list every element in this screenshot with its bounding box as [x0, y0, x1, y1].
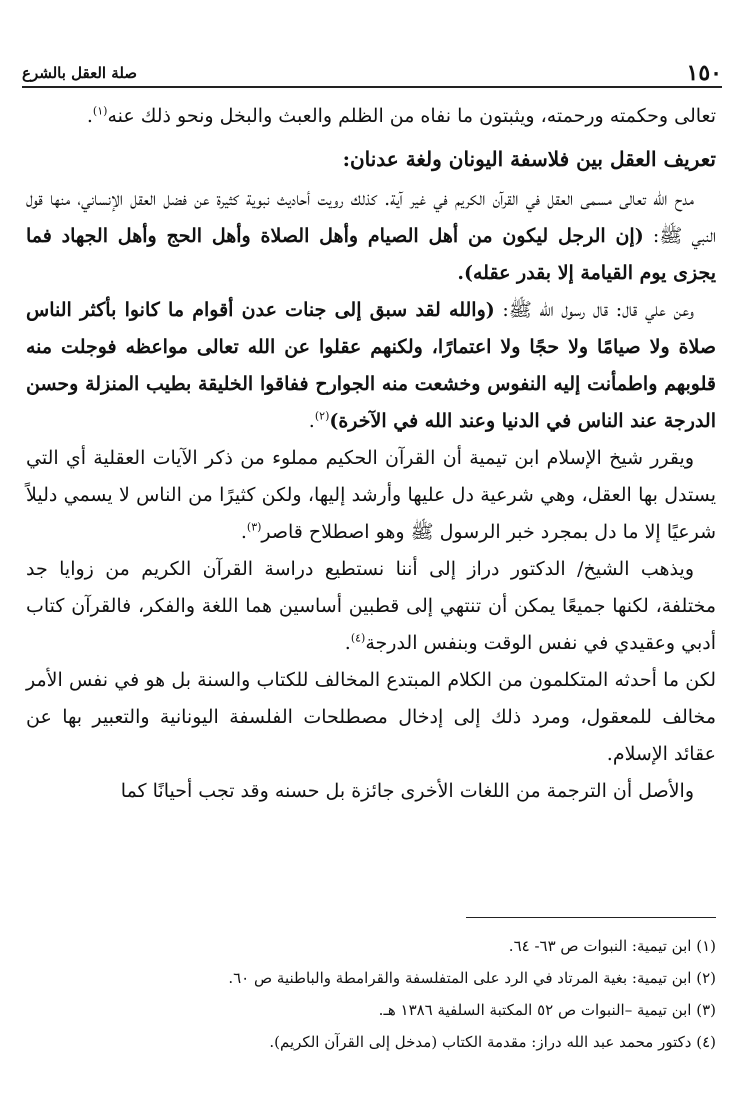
paragraph-4: ويقرر شيخ الإسلام ابن تيمية أن القرآن الحكيم مملوء من ذكر الآيات العقلية أي التي يستدل بها العقل، وهي شرعية دل عليها وأرشد إليها، ولكن كثيرًا من الناس لا يسمي دليلاً شرعيًا إلا ما دل بمجرد خبر الرسول ﷺ وهو اصطلاح قاصر$^{(٣)}$. — [26, 447, 716, 543]
footnote-rule — [466, 917, 716, 918]
footnote-ref-4: (٤) — [350, 631, 366, 645]
paragraph-6: لكن ما أحدثه المتكلمون من الكلام المبتدع المخالف للكتاب والسنة بل هو في نفس الأمر مخالف للمعقول، ومرد ذلك إلى إدخال مصطلحات الفلسفة اليونانية والتعبير بها عن عقائد الإسلام. — [26, 669, 716, 765]
footnote-ref-3: (٣) — [246, 520, 262, 534]
running-title: صلة العقل بالشرع — [22, 64, 138, 82]
footnote-4: (٤) دكتور محمد عبد الله دراز: مقدمة الكتاب (مدخل إلى القرآن الكريم). — [269, 1033, 716, 1051]
footnote-1: (١) ابن تيمية: النبوات ص ٦٣- ٦٤. — [508, 937, 716, 955]
footnotes — [26, 930, 716, 1058]
hadith-quote-2: (والله لقد سبق إلى جنات عدن أقوام ما كانوا بأكثر الناس صلاة ولا صيامًا ولا حجًا ولا اعتمارًا، ولكنهم عقلوا عن الله تعالى مواعظه فوجلت منه قلوبهم واطمأنت إليه النفوس وخشعت منه الجوارح ففاقوا الخليقة بطيب المنزلة وحسن الدرجة عند الناس في الدنيا وعند الله في الآخرة) — [26, 299, 716, 432]
footnote-2: (٢) ابن تيمية: بغية المرتاد في الرد على المتفلسفة والقرامطة والباطنية ص ٦٠. — [228, 969, 716, 987]
paragraph-5: ويذهب الشيخ/ الدكتور دراز إلى أننا نستطيع دراسة القرآن الكريم من زوايا جد مختلفة، لكنها جميعًا يمكن أن تنتهي إلى قطبين أساسين هما اللغة والفكر، فالقرآن كتاب أدبي وعقيدي في نفس الوقت وبنفس الدرجة$^{(٤)}$. — [26, 558, 716, 654]
paragraph-1: تعالى وحكمته ورحمته، ويثبتون ما نفاه من الظلم والعبث والبخل ونحو ذلك عنه$^{(١)}$. — [86, 104, 716, 127]
paragraph-3: وعن علي قال: قال رسول الله ﷺ: (والله لقد سبق إلى جنات عدن أقوام ما كانوا بأكثر الناس صلاة ولا صيامًا ولا حجًا ولا اعتمارًا، ولكنهم عقلوا عن الله تعالى مواعظه فوجلت منه قلوبهم واطمأنت إليه النفوس وخشعت منه الجوارح ففاقوا الخليقة بطيب المنزلة وحسن الدرجة عند الناس في الدنيا وعند الله في الآخرة)$^{(٢)}$. — [26, 299, 716, 432]
section-heading: تعريف العقل بين فلاسفة اليونان ولغة عدنان: — [342, 147, 716, 171]
page-number: ١٥٠ — [686, 60, 722, 86]
footnote-3: (٣) ابن تيمية –النبوات ص ٥٢ المكتبة السلفية ١٣٨٦ هـ. — [378, 1001, 716, 1019]
main-text — [26, 98, 716, 810]
paragraph-2: مدح الله تعالى مسمى العقل في القرآن الكريم في غير آية. كذلك رويت أحاديث نبوية كثيرة عن فضل العقل الإنساني، منها قول النبي ﷺ: (إن الرجل ليكون من أهل الصيام وأهل الصلاة وأهل الحج وأهل الجهاد فما يجزى يوم القيامة إلا بقدر عقله). — [26, 188, 716, 284]
footnote-ref-2: (٢) — [314, 409, 330, 423]
footnote-ref-1: (١) — [92, 104, 108, 118]
header-rule — [22, 86, 722, 88]
page-header — [22, 60, 722, 88]
paragraph-7: والأصل أن الترجمة من اللغات الأخرى جائزة بل حسنه وقد تجب أحيانًا كما — [120, 780, 694, 802]
hadith-quote-1: (إن الرجل ليكون من أهل الصيام وأهل الصلاة وأهل الحج وأهل الجهاد فما يجزى يوم القيامة إلا بقدر عقله). — [26, 225, 716, 284]
